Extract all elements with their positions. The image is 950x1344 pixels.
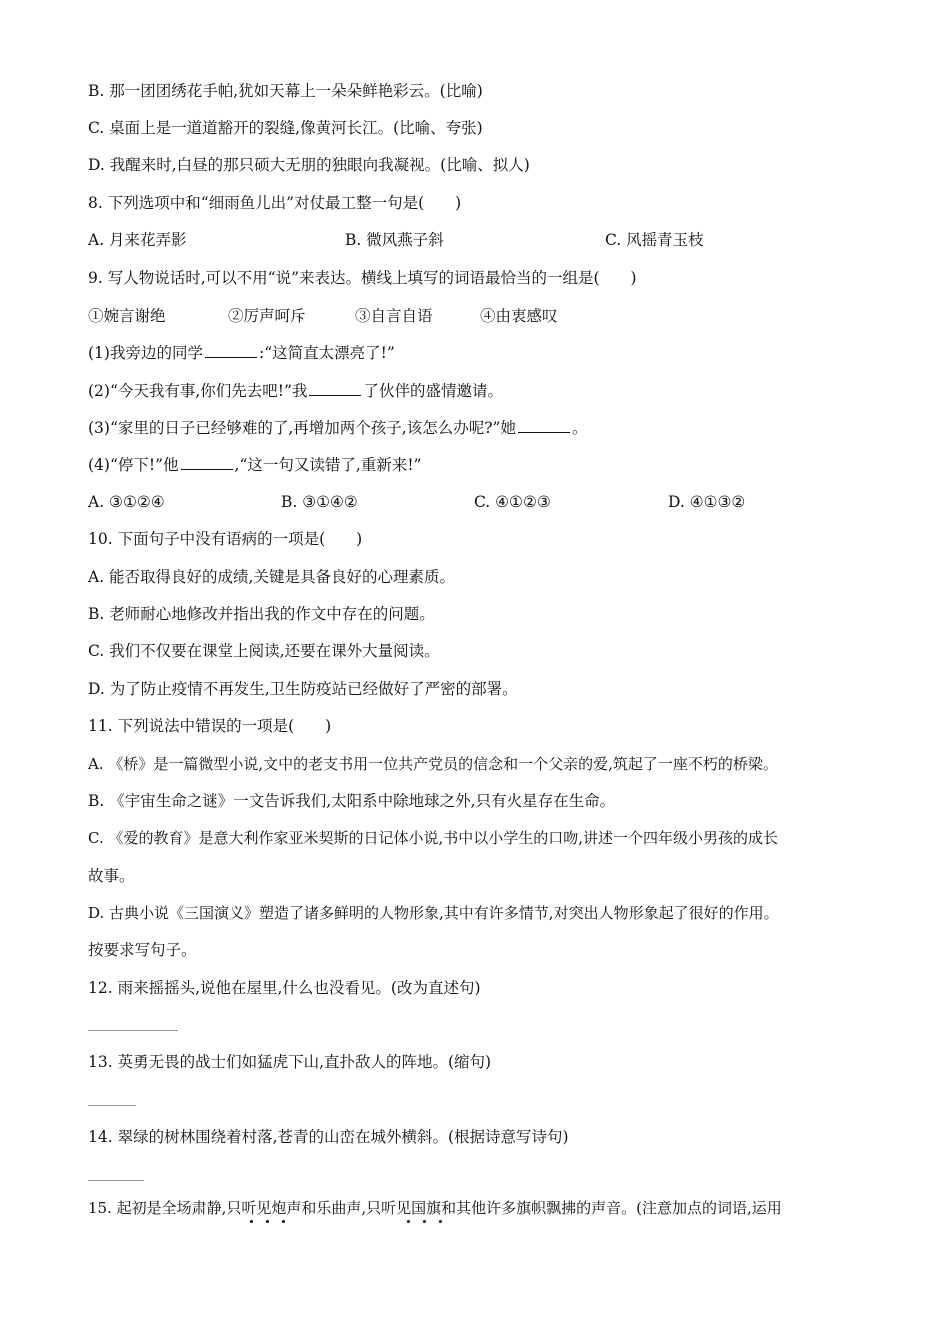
q9-choice-2: ②厉声呵斥 [228, 307, 306, 325]
fill-blank [205, 343, 257, 358]
fill-blank [181, 455, 233, 470]
q9-option-d: D. ④①③② [668, 493, 746, 511]
answer-line [88, 1105, 136, 1106]
q8-option-b: B. 微风燕子斜 [345, 231, 444, 249]
q10-stem: 10. 下面句子中没有语病的一项是( ) [88, 530, 363, 548]
q9-s3-after: 。 [571, 419, 588, 437]
emphasis-dot [407, 1220, 410, 1223]
q8-option-c: C. 风摇青玉枝 [605, 231, 704, 249]
q14: 14. 翠绿的树林围绕着村落,苍青的山峦在城外横斜。(根据诗意写诗句) [88, 1128, 569, 1146]
fill-blank [518, 418, 570, 433]
q9-s4-before: (4)“停下!”他 [88, 456, 179, 474]
q9-sentence-4 [88, 455, 421, 475]
q15: 15. 起初是全场肃静,只听见炮声和乐曲声,只听见国旗和其他许多旗帜飘拂的声音。(注意加点的词语,运用 [88, 1199, 782, 1217]
q9-option-a: A. ③①②④ [88, 493, 165, 511]
q11-stem: 11. 下列说法中错误的一项是( ) [88, 717, 332, 735]
emphasis-dot [423, 1220, 426, 1223]
q11-option-c: C. 《爱的教育》是意大利作家亚米契斯的日记体小说,书中以小学生的口吻,讲述一个四年级小男孩的成长 [88, 829, 779, 847]
q10-option-c: C. 我们不仅要在课堂上阅读,还要在课外大量阅读。 [88, 642, 440, 660]
q9-option-b: B. ③①④② [281, 493, 358, 511]
q9-sentence-1 [88, 343, 395, 363]
q13: 13. 英勇无畏的战士们如猛虎下山,直扑敌人的阵地。(缩句) [88, 1053, 492, 1071]
q8-stem: 8. 下列选项中和“细雨鱼儿出”对仗最工整一句是( ) [88, 194, 462, 212]
q9-option-c: C. ④①②③ [474, 493, 551, 511]
section-heading: 按要求写句子。 [88, 941, 197, 959]
fill-blank [309, 381, 361, 396]
q9-choice-4: ④由衷感叹 [480, 307, 558, 325]
q11-option-a: A. 《桥》是一篇微型小说,文中的老支书用一位共产党员的信念和一个父亲的爱,筑起了一座不朽的桥梁。 [88, 755, 778, 773]
q9-choice-1: ①婉言谢绝 [88, 307, 166, 325]
emphasis-dot [282, 1220, 285, 1223]
q10-option-b: B. 老师耐心地修改并指出我的作文中存在的问题。 [88, 605, 435, 623]
q9-s1-before: (1)我旁边的同学 [88, 344, 203, 362]
q11-option-b: B. 《宇宙生命之谜》一文告诉我们,太阳系中除地球之外,只有火星存在生命。 [88, 792, 616, 810]
q10-option-d: D. 为了防止疫情不再发生,卫生防疫站已经做好了严密的部署。 [88, 680, 518, 698]
q7-option-b: B. 那一团团绣花手帕,犹如天幕上一朵朵鲜艳彩云。(比喻) [88, 82, 483, 100]
q11-option-d: D. 古典小说《三国演义》塑造了诸多鲜明的人物形象,其中有许多情节,对突出人物形象起了很好的作用。 [88, 904, 779, 922]
emphasis-dot [266, 1220, 269, 1223]
q9-s2-before: (2)“今天我有事,你们先去吧!”我 [88, 382, 308, 400]
q9-sentence-3 [88, 418, 588, 438]
q9-choice-3: ③自言自语 [355, 307, 433, 325]
q9-s4-after: ,“这一句又读错了,重新来!” [234, 456, 422, 474]
q9-sentence-2 [88, 381, 503, 401]
q9-stem: 9. 写人物说话时,可以不用“说”来表达。横线上填写的词语最恰当的一组是( ) [88, 269, 637, 287]
q9-s2-after: 了伙伴的盛情邀请。 [363, 382, 503, 400]
q11-option-c-cont: 故事。 [88, 867, 135, 885]
q7-option-d: D. 我醒来时,白昼的那只硕大无朋的独眼向我凝视。(比喻、拟人) [88, 156, 530, 174]
q9-s3-before: (3)“家里的日子已经够难的了,再增加两个孩子,该怎么办呢?”她 [88, 419, 516, 437]
emphasis-dot [250, 1220, 253, 1223]
q8-option-a: A. 月来花弄影 [88, 231, 187, 249]
emphasis-dot [439, 1220, 442, 1223]
answer-line [88, 1030, 178, 1031]
answer-line [88, 1180, 144, 1181]
q10-option-a: A. 能否取得良好的成绩,关键是具备良好的心理素质。 [88, 568, 455, 586]
q12: 12. 雨来摇摇头,说他在屋里,什么也没看见。(改为直述句) [88, 979, 481, 997]
q9-s1-after: :“这简直太漂亮了!” [258, 344, 395, 362]
q7-option-c: C. 桌面上是一道道豁开的裂缝,像黄河长江。(比喻、夸张) [88, 119, 483, 137]
